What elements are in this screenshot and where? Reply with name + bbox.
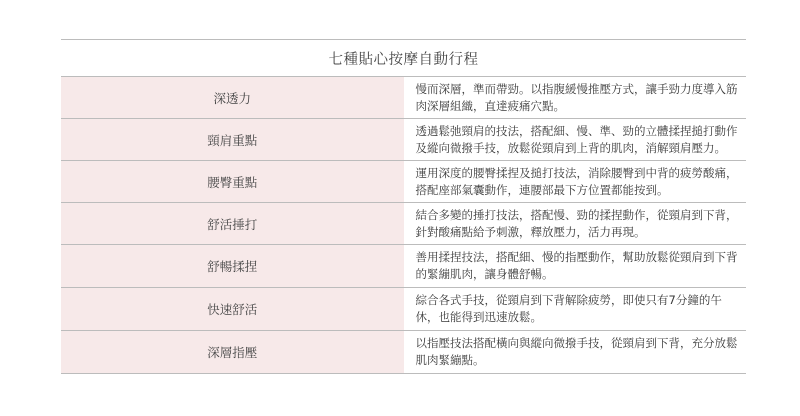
program-description: 透過鬆弛頸肩的技法，搭配細、慢、準、勁的立體揉捏搥打動作及縱向微撥手技，放鬆從頸肩到上背的肌肉，消解頸肩壓力。 bbox=[404, 119, 747, 161]
table-row bbox=[61, 288, 746, 331]
table-title: 七種貼心按摩自動行程 bbox=[61, 40, 746, 77]
program-name: 舒活捶打 bbox=[61, 203, 404, 245]
program-description: 慢而深層，準而帶勁。以指腹緩慢推壓方式，讓手勁力度導入筋肉深層組織，直達疲痛穴點。 bbox=[404, 77, 747, 119]
table-row bbox=[61, 245, 746, 288]
program-name: 快速舒活 bbox=[61, 288, 404, 331]
program-description: 運用深度的腰臀揉捏及搥打技法，消除腰臀到中背的疲勞酸痛，搭配座部氣囊動作，連腰部最下方位置都能按到。 bbox=[404, 161, 747, 203]
program-name: 深層指壓 bbox=[61, 331, 404, 374]
program-name: 舒暢揉捏 bbox=[61, 245, 404, 288]
program-description: 綜合各式手技，從頸肩到下背解除疲勞，即使只有7分鐘的午休，也能得到迅速放鬆。 bbox=[404, 288, 747, 331]
program-description: 結合多變的捶打技法，搭配慢、勁的揉捏動作，從頸肩到下背，針對酸痛點給予刺激，釋放壓力，活力再現。 bbox=[404, 203, 747, 245]
table-row bbox=[61, 203, 746, 245]
program-description: 善用揉捏技法，搭配細、慢的指壓動作，幫助放鬆從頸肩到下背的緊繃肌肉，讓身體舒暢。 bbox=[404, 245, 747, 288]
program-description: 以指壓技法搭配橫向與縱向微撥手技，從頸肩到下背，充分放鬆肌肉緊繃點。 bbox=[404, 331, 747, 374]
table-row bbox=[61, 161, 746, 203]
table-row bbox=[61, 77, 746, 119]
program-name: 頸肩重點 bbox=[61, 119, 404, 161]
table-row bbox=[61, 119, 746, 161]
massage-programs-table bbox=[61, 39, 746, 374]
table-title-row bbox=[61, 40, 746, 77]
table-row bbox=[61, 331, 746, 374]
program-name: 深透力 bbox=[61, 77, 404, 119]
program-name: 腰臀重點 bbox=[61, 161, 404, 203]
